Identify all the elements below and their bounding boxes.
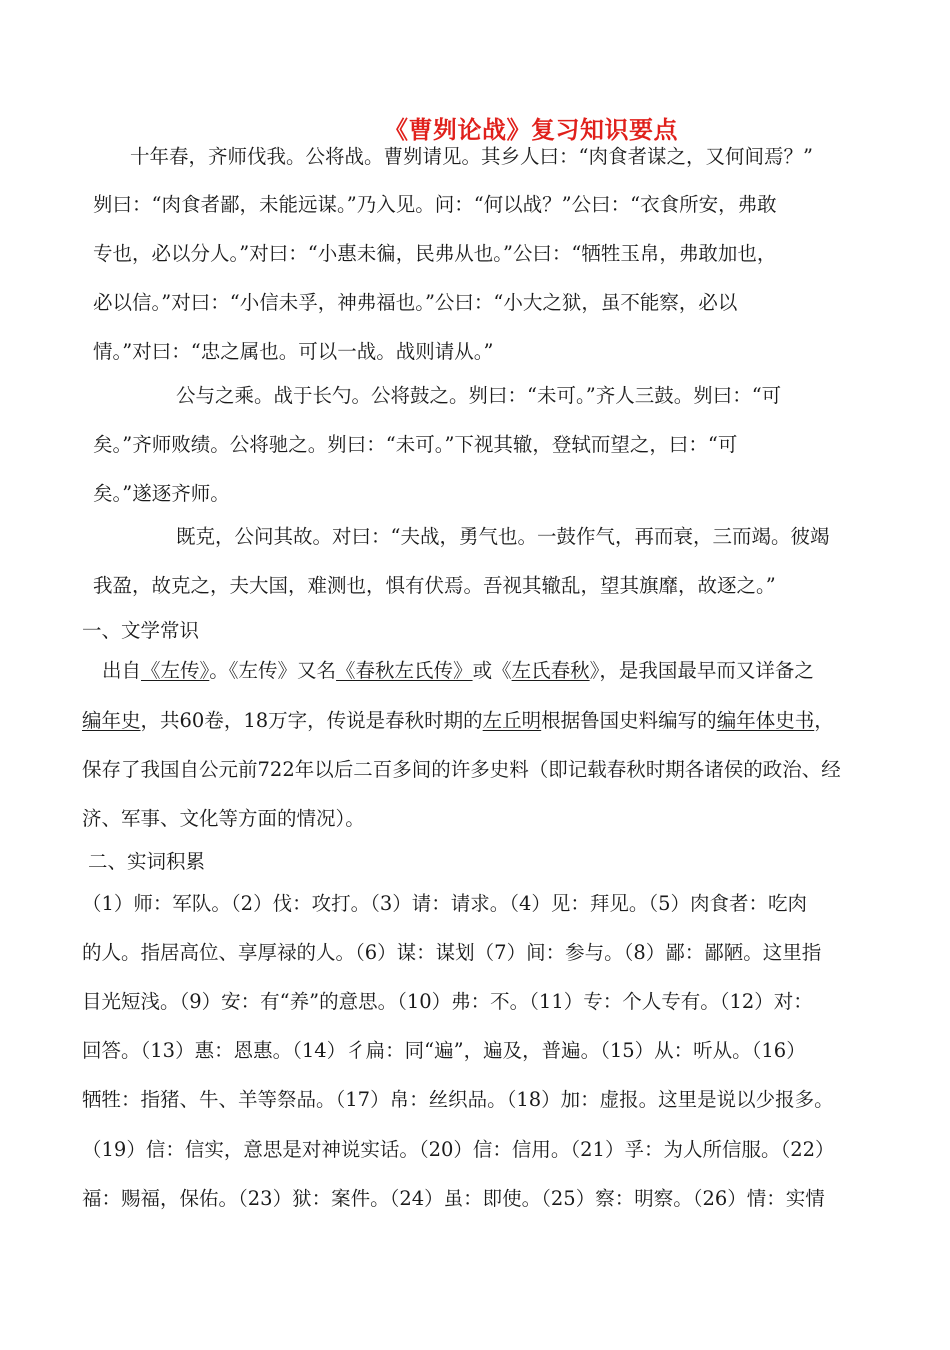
section-heading-literary: 一、文学常识: [82, 619, 200, 642]
passage-line: 专也，必以分人。”对曰：“小惠未徧，民弗从也。”公曰：“牺牲玉帛，弗敢加也，: [93, 242, 777, 265]
passage-line: 既克，公问其故。对曰：“夫战，勇气也。一鼓作气，再而衰，三而竭。彼竭: [176, 525, 830, 548]
text-segment: 根据鲁国史料编写的: [541, 709, 717, 732]
passage-line: 公与之乘。战于长勺。公将鼓之。刿曰：“未可。”齐人三鼓。刿曰：“可: [176, 384, 782, 407]
literary-line-2: [82, 711, 834, 731]
text-segment: 》，是我国最早而又详备之: [589, 659, 814, 682]
vocab-line: 福：赐福，保佑。（23）狱：案件。（24）虽：即使。（25）察：明察。（26）情：实情: [82, 1187, 825, 1210]
document-title: 《曹刿论战》复习知识要点: [384, 116, 678, 144]
passage-line: 十年春，齐师伐我。公将战。曹刿请见。其乡人曰：“肉食者谋之，又何间焉？”: [130, 145, 813, 168]
vocab-line: 牺牲：指猪、牛、羊等祭品。（17）帛：丝织品。（18）加：虚报。这里是说以少报多。: [82, 1088, 834, 1111]
underlined-term: 编年体史书: [716, 709, 815, 732]
vocab-line: 目光短浅。（9）安：有“养”的意思。（10）弗：不。（11）专：个人专有。（12）对：: [82, 990, 813, 1013]
underlined-term: 《春秋左氏传》: [336, 659, 473, 682]
vocab-line: 回答。（13）惠：恩惠。（14）彳扁：同“遍”，遍及，普遍。（15）从：听从。（16）: [82, 1039, 806, 1062]
passage-line: 矣。”齐师败绩。公将驰之。刿曰：“未可。”下视其辙，登轼而望之，曰：“可: [93, 433, 738, 456]
literary-line-4: 济、军事、文化等方面的情况）。: [82, 807, 365, 830]
underlined-term: 《左传》: [141, 659, 210, 682]
vocab-line: 的人。指居高位、享厚禄的人。（6）谋：谋划（7）间：参与。（8）鄙：鄙陋。这里指: [82, 941, 822, 964]
literary-line-3: 保存了我国自公元前722年以后二百多间的许多史料（即记载春秋时期各诸侯的政治、经: [82, 758, 841, 781]
text-segment: ，: [814, 709, 834, 732]
underlined-term: 编年史: [82, 709, 141, 732]
vocab-line: （1）师：军队。（2）伐：攻打。（3）请：请求。（4）见：拜见。（5）肉食者：吃肉: [82, 892, 808, 915]
text-segment: 出自: [102, 659, 142, 682]
passage-line: 矣。”遂逐齐师。: [93, 482, 230, 505]
vocab-line: （19）信：信实，意思是对神说实话。（20）信：信用。（21）孚：为人所信服。（22）: [82, 1138, 835, 1161]
passage-line: 情。”对曰：“忠之属也。可以一战。战则请从。”: [93, 340, 494, 363]
passage-line: 我盈，故克之，夫大国，难测也，惧有伏焉。吾视其辙乱，望其旗靡，故逐之。”: [93, 574, 776, 597]
underlined-term: 左氏春秋: [511, 659, 590, 682]
text-segment: ，共60卷，18万字，传说是春秋时期的: [140, 709, 483, 732]
literary-line-1: [102, 661, 814, 681]
section-heading-vocabulary: 二、实词积累: [88, 850, 206, 873]
underlined-term: 左丘明: [482, 709, 542, 732]
passage-line: 刿曰：“肉食者鄙，未能远谋。”乃入见。问：“何以战？”公曰：“衣食所安，弗敢: [93, 193, 777, 216]
passage-line: 必以信。”对曰：“小信未孚，神弗福也。”公曰：“小大之狱，虽不能察，必以: [93, 291, 738, 314]
text-segment: 或《: [472, 659, 512, 682]
text-segment: 。《左传》又名: [209, 659, 337, 682]
